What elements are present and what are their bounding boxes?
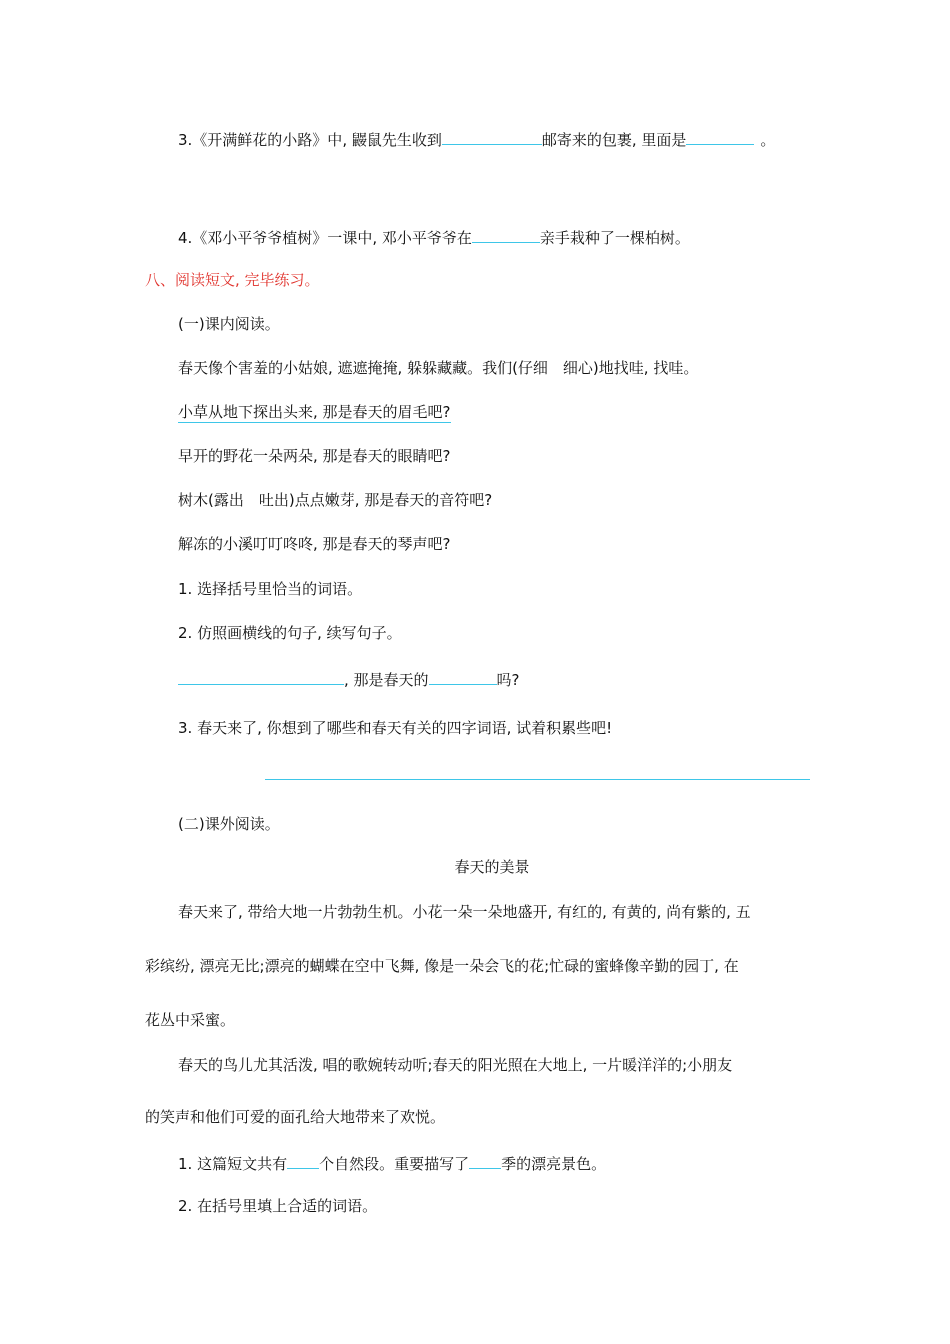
underlined-sentence: 小草从地下探出头来, 那是春天的眉毛吧? xyxy=(178,403,451,421)
q4-text-a: 4.《邓小平爷爷植树》一课中, 邓小平爷爷在 xyxy=(178,229,472,247)
part1-heading: (一)课内阅读。 xyxy=(178,315,280,333)
q3-text-b: 邮寄来的包裹, 里面是 xyxy=(541,131,687,149)
passage-line-2: 彩缤纷, 漂亮无比;漂亮的蝴蝶在空中飞舞, 像是一朵会飞的花;忙碌的蜜蜂像辛勤的园丁, 在 xyxy=(145,957,739,975)
part1-paragraph-4: 树木(露出 吐出)点点嫩芽, 那是春天的音符吧? xyxy=(178,491,493,509)
q4-text-b: 亲手栽种了一棵柏树。 xyxy=(539,229,690,247)
q3-text-c: 。 xyxy=(760,131,776,149)
part1-paragraph-3: 早开的野花一朵两朵, 那是春天的眼睛吧? xyxy=(178,447,451,465)
part1-question-2: 2. 仿照画横线的句子, 续写句子。 xyxy=(178,624,402,642)
part1-question-3: 3. 春天来了, 你想到了哪些和春天有关的四字词语, 试着积累些吧! xyxy=(178,719,613,737)
p2q1-text-c: 季的漂亮景色。 xyxy=(501,1155,607,1173)
blank-paragraph-count[interactable] xyxy=(287,1152,319,1169)
passage-line-4: 春天的鸟儿尤其活泼, 唱的歌婉转动听;春天的阳光照在大地上, 一片暖洋洋的;小朋友 xyxy=(178,1056,733,1074)
q3-blank-content[interactable] xyxy=(686,128,754,145)
fill-blank-sentence[interactable] xyxy=(178,668,344,685)
part2-heading: (二)课外阅读。 xyxy=(178,815,280,833)
part1-paragraph-1: 春天像个害羞的小姑娘, 遮遮掩掩, 躲躲藏藏。我们(仔细 细心)地找哇, 找哇。 xyxy=(178,359,699,377)
q4-blank-time[interactable] xyxy=(472,226,540,243)
part1-fill-sentence xyxy=(178,668,520,690)
question-3 xyxy=(178,128,775,150)
p2q1-text-b: 个自然段。重要描写了 xyxy=(319,1155,470,1173)
part2-question-1 xyxy=(178,1152,606,1174)
fill-text-b: 吗? xyxy=(496,671,520,689)
part1-paragraph-5: 解冻的小溪叮叮咚咚, 那是春天的琴声吧? xyxy=(178,535,451,553)
q3-text-a: 3.《开满鲜花的小路》中, 鼹鼠先生收到 xyxy=(178,131,442,149)
q3-blank-sender[interactable] xyxy=(442,128,542,145)
part2-question-2: 2. 在括号里填上合适的词语。 xyxy=(178,1197,378,1215)
question-4 xyxy=(178,226,690,248)
part1-question-1: 1. 选择括号里恰当的词语。 xyxy=(178,580,363,598)
passage-title: 春天的美景 xyxy=(454,858,530,876)
fill-blank-part[interactable] xyxy=(429,668,497,685)
passage-line-3: 花丛中采蜜。 xyxy=(145,1011,236,1029)
blank-season[interactable] xyxy=(469,1152,501,1169)
section-8-heading: 八、阅读短文, 完毕练习。 xyxy=(145,271,320,289)
passage-line-1: 春天来了, 带给大地一片勃勃生机。小花一朵一朵地盛开, 有红的, 有黄的, 尚有紫的, 五 xyxy=(178,903,751,921)
fill-text-a: , 那是春天的 xyxy=(344,671,429,689)
part1-paragraph-2 xyxy=(178,402,451,422)
passage-line-5: 的笑声和他们可爱的面孔给大地带来了欢悦。 xyxy=(145,1108,446,1126)
answer-line[interactable] xyxy=(265,779,810,780)
p2q1-text-a: 1. 这篇短文共有 xyxy=(178,1155,288,1173)
